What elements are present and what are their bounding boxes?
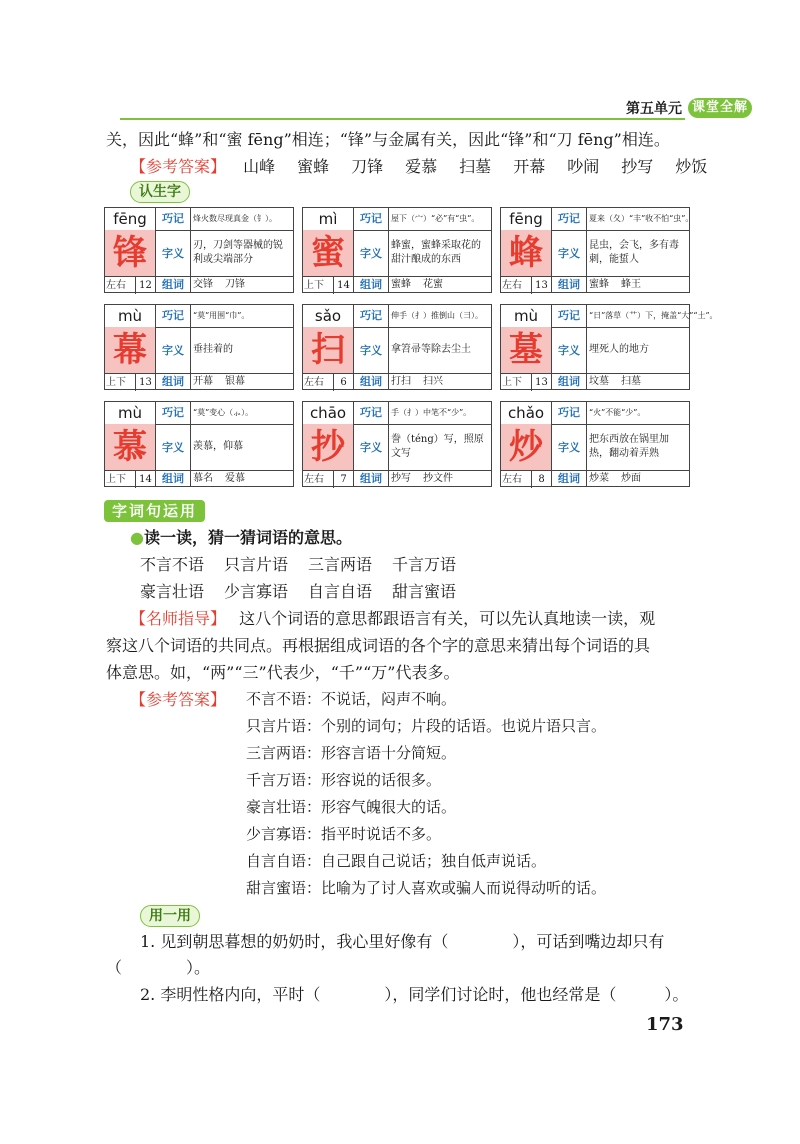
card-meaning — [589, 329, 687, 371]
apply-heading — [140, 905, 200, 927]
character-card — [302, 304, 492, 390]
card-words-label: 组词 — [156, 374, 191, 390]
card-words — [193, 471, 291, 487]
answer-word: 蜜蜂 — [297, 157, 330, 176]
card-structure-type: 左右 — [502, 280, 522, 291]
answer-label: 【参考答案】 — [130, 157, 227, 176]
idiom-definition: 少言寡语：指平时说话不多。 — [246, 825, 442, 843]
answer-word: 开幕 — [513, 157, 546, 176]
card-structure-type: 左右 — [106, 280, 126, 291]
header-divider — [120, 118, 685, 120]
card-meaning — [391, 232, 489, 274]
card-meaning — [193, 426, 291, 468]
card-words — [391, 374, 489, 390]
bullet-icon: ● — [130, 528, 144, 547]
card-meaning — [589, 426, 687, 468]
card-meaning-text: 拿笤帚等除去尘土 — [391, 344, 471, 355]
character-card — [500, 304, 718, 390]
card-meaning-text: 刃，刀剑等器械的锐利或尖端部分 — [193, 240, 283, 265]
card-stroke-count: 13 — [531, 277, 551, 294]
card-structure-type: 上下 — [106, 474, 126, 485]
character-card — [104, 304, 294, 390]
card-structure — [303, 276, 353, 293]
idiom-row-1 — [140, 553, 476, 577]
card-meaning-text: 蜂蜜，蜜蜂采取花的甜汁酿成的东西 — [391, 240, 481, 265]
idiom: 甜言蜜语 — [392, 582, 457, 601]
card-words-label: 组词 — [354, 374, 389, 390]
answer-word: 抄写 — [621, 157, 654, 176]
card-pinyin: fēng — [113, 210, 147, 228]
card-words-label: 组词 — [552, 374, 587, 390]
card-character: 炒 — [501, 424, 551, 470]
card-mnemonic: “莫”用围“巾”。 — [193, 311, 250, 320]
card-words — [193, 277, 291, 293]
use-heading — [104, 500, 205, 522]
idiom: 自言自语 — [308, 582, 373, 601]
card-words-label: 组词 — [156, 471, 191, 487]
card-mnemonic-label: 巧记 — [552, 305, 587, 327]
card-words-label: 组词 — [354, 277, 389, 293]
learn-heading — [130, 181, 190, 203]
card-structure — [105, 276, 155, 293]
card-words — [589, 374, 687, 390]
card-structure-type: 左右 — [502, 474, 522, 485]
card-words — [589, 277, 687, 293]
character-card — [104, 401, 294, 487]
card-words-label: 组词 — [354, 471, 389, 487]
card-meaning-label: 字义 — [552, 328, 587, 373]
card-structure — [105, 470, 155, 487]
card-stroke-count: 7 — [333, 471, 353, 488]
card-pinyin: fēng — [509, 210, 543, 228]
card-word: 银幕 — [225, 376, 245, 387]
card-word: 坟墓 — [589, 376, 609, 387]
answer-words — [130, 155, 729, 179]
card-meaning — [589, 232, 687, 274]
card-meaning — [391, 329, 489, 371]
idiom-definition: 豪言壮语：形容气魄很大的话。 — [246, 798, 457, 816]
card-meaning-label: 字义 — [354, 425, 389, 470]
intro-line: 关，因此“蜂”和“蜜 fēng”相连；“锋”与金属有关，因此“锋”和“刀 fēng”相连。 — [106, 130, 670, 149]
question-1-line-1: 1. 见到朝思暮想的奶奶时，我心里好像有（ ），可话到嘴边却只有 — [140, 932, 665, 951]
card-stroke-count: 14 — [333, 277, 353, 294]
card-character: 蜂 — [501, 230, 551, 276]
idiom-definition: 甜言蜜语：比喻为了讨人喜欢或骗人而说得动听的话。 — [246, 879, 607, 897]
character-card — [302, 207, 492, 293]
card-structure — [501, 276, 551, 293]
card-mnemonic: “日”落草（艹）下，掩盖“大”“土”。 — [589, 311, 718, 320]
card-character: 慕 — [105, 424, 155, 470]
card-meaning — [193, 232, 291, 274]
card-word: 爱慕 — [225, 473, 245, 484]
card-word: 打扫 — [391, 376, 411, 387]
card-word: 扫墓 — [621, 376, 641, 387]
section-badge — [688, 96, 752, 118]
card-structure — [501, 470, 551, 487]
card-meaning-text: 昆虫，会飞，多有毒刺，能蜇人 — [589, 240, 679, 265]
card-pinyin: mù — [117, 307, 143, 325]
card-pinyin: mì — [318, 210, 338, 228]
idiom: 少言寡语 — [224, 582, 289, 601]
card-meaning-label: 字义 — [354, 328, 389, 373]
card-word: 炒面 — [621, 473, 641, 484]
card-meaning-label: 字义 — [156, 231, 191, 276]
card-words-label: 组词 — [552, 277, 587, 293]
page-number: 173 — [646, 1014, 684, 1035]
card-mnemonic-label: 巧记 — [156, 305, 191, 327]
card-meaning-text: 垂挂着的 — [193, 344, 233, 355]
card-words — [391, 277, 489, 293]
card-character: 锋 — [105, 230, 155, 276]
card-stroke-count: 14 — [135, 471, 155, 488]
guide-label: 【名师指导】 — [130, 609, 227, 628]
idiom: 豪言壮语 — [140, 582, 205, 601]
answer-word: 炒饭 — [675, 157, 708, 176]
card-character: 蜜 — [303, 230, 353, 276]
card-words-label: 组词 — [156, 277, 191, 293]
card-words — [589, 471, 687, 487]
card-word: 慕名 — [193, 473, 213, 484]
card-word: 抄文件 — [423, 473, 453, 484]
character-card — [302, 401, 492, 487]
answer-word: 山峰 — [243, 157, 276, 176]
card-words-label: 组词 — [552, 471, 587, 487]
card-word: 蜂王 — [621, 279, 641, 290]
idiom-row-2 — [140, 580, 476, 604]
card-pinyin: chāo — [309, 404, 347, 422]
idiom-definition: 千言万语：形容说的话很多。 — [246, 771, 442, 789]
card-stroke-count: 13 — [135, 374, 155, 391]
idiom: 不言不语 — [140, 555, 205, 574]
card-meaning-text: 誊（téng）写，照原文写 — [391, 434, 484, 459]
card-meaning — [391, 426, 489, 468]
card-structure-type: 左右 — [304, 377, 324, 388]
card-word: 炒菜 — [589, 473, 609, 484]
card-mnemonic: 伸手（扌）推倒山（彐）。 — [391, 311, 483, 320]
answer-word: 爱慕 — [405, 157, 438, 176]
character-card — [500, 401, 690, 487]
card-character: 扫 — [303, 327, 353, 373]
card-character: 抄 — [303, 424, 353, 470]
card-structure — [105, 373, 155, 390]
guide-line-3: 体意思。如，“两”“三”代表少，“千”“万”代表多。 — [106, 663, 460, 682]
task-text: 读一读，猜一猜词语的意思。 — [143, 528, 352, 547]
card-words — [391, 471, 489, 487]
guide-line-1 — [130, 607, 655, 631]
card-structure — [303, 470, 353, 487]
card-word: 抄写 — [391, 473, 411, 484]
card-mnemonic: 屋下（宀）“必”有“虫”。 — [391, 214, 480, 223]
card-stroke-count: 6 — [333, 374, 353, 391]
card-mnemonic: 夏来（夂）“丰”收不怕“虫”。 — [589, 214, 694, 223]
card-word: 开幕 — [193, 376, 213, 387]
answer2-label — [130, 688, 226, 712]
card-meaning-text: 把东西放在锅里加热，翻动着弄熟 — [589, 434, 669, 459]
card-meaning-label: 字义 — [156, 328, 191, 373]
card-structure-type: 上下 — [502, 377, 522, 388]
character-card — [500, 207, 694, 293]
card-word: 扫兴 — [423, 376, 443, 387]
guide-line-2: 察这八个词语的共同点。再根据组成词语的各个字的意思来猜出每个词语的具 — [106, 636, 651, 655]
card-structure — [501, 373, 551, 390]
answer-word: 吵闹 — [567, 157, 600, 176]
card-mnemonic: “火”不能“少”。 — [589, 408, 646, 417]
card-word: 花蜜 — [423, 279, 443, 290]
idiom: 只言片语 — [224, 555, 289, 574]
use-heading-label: 字词句运用 — [104, 500, 205, 522]
idiom-definition: 三言两语：形容言语十分简短。 — [246, 744, 457, 762]
character-card — [104, 207, 294, 293]
apply-heading-label: 用一用 — [140, 905, 200, 927]
idiom: 千言万语 — [392, 555, 457, 574]
card-words — [193, 374, 291, 390]
card-meaning-label: 字义 — [156, 425, 191, 470]
card-stroke-count: 12 — [135, 277, 155, 294]
idiom-definition: 只言片语：个别的词句；片段的话语。也说片语只言。 — [246, 717, 607, 735]
card-structure-type: 左右 — [304, 474, 324, 485]
answer-word: 扫墓 — [459, 157, 492, 176]
card-mnemonic-label: 巧记 — [156, 402, 191, 424]
answer2-list — [246, 686, 606, 902]
card-character: 幕 — [105, 327, 155, 373]
answer-word-list — [243, 157, 729, 176]
card-mnemonic-label: 巧记 — [156, 208, 191, 230]
section-badge-label: 课堂全解 — [688, 98, 752, 118]
learn-heading-label: 认生字 — [130, 181, 190, 203]
unit-title: 第五单元 — [626, 101, 682, 117]
card-structure — [303, 373, 353, 390]
idiom-definition: 自言自语：自己跟自己说话；独自低声说话。 — [246, 852, 547, 870]
card-character: 墓 — [501, 327, 551, 373]
card-mnemonic-label: 巧记 — [354, 208, 389, 230]
card-meaning-label: 字义 — [552, 231, 587, 276]
card-pinyin: mù — [513, 307, 539, 325]
card-pinyin: chǎo — [507, 404, 545, 422]
card-word: 蜜蜂 — [391, 279, 411, 290]
card-stroke-count: 8 — [531, 471, 551, 488]
answer-word: 刀锋 — [351, 157, 384, 176]
question-2: 2. 李明性格内向，平时（ ），同学们讨论时，他也经常是（ ）。 — [140, 985, 689, 1004]
card-pinyin: sǎo — [314, 307, 342, 325]
card-mnemonic: 烽火数尽现真金（钅）。 — [193, 214, 277, 223]
answer2-label-text: 【参考答案】 — [130, 690, 227, 709]
card-structure-type: 上下 — [106, 377, 126, 388]
card-stroke-count: 13 — [531, 374, 551, 391]
card-mnemonic-label: 巧记 — [552, 402, 587, 424]
task-line — [130, 526, 352, 550]
card-word: 刀锋 — [225, 279, 245, 290]
card-mnemonic-label: 巧记 — [552, 208, 587, 230]
card-mnemonic-label: 巧记 — [354, 402, 389, 424]
card-meaning-text: 羡慕，仰慕 — [193, 441, 243, 452]
card-word: 蜜蜂 — [589, 279, 609, 290]
card-mnemonic-label: 巧记 — [354, 305, 389, 327]
card-meaning-label: 字义 — [552, 425, 587, 470]
card-mnemonic: “莫”变心（⺗）。 — [193, 408, 254, 417]
card-meaning — [193, 329, 291, 371]
card-structure-type: 上下 — [304, 280, 324, 291]
card-mnemonic: 手（扌）中笔不“少”。 — [391, 408, 472, 417]
card-meaning-text: 埋死人的地方 — [589, 344, 649, 355]
card-word: 交锋 — [193, 279, 213, 290]
card-pinyin: mù — [117, 404, 143, 422]
guide-text-1: 这八个词语的意思都跟语言有关，可以先认真地读一读，观 — [239, 609, 656, 628]
idiom-definition: 不言不语：不说话，闷声不响。 — [246, 690, 457, 708]
question-1-line-2: （ ）。 — [106, 958, 211, 977]
card-meaning-label: 字义 — [354, 231, 389, 276]
idiom: 三言两语 — [308, 555, 373, 574]
